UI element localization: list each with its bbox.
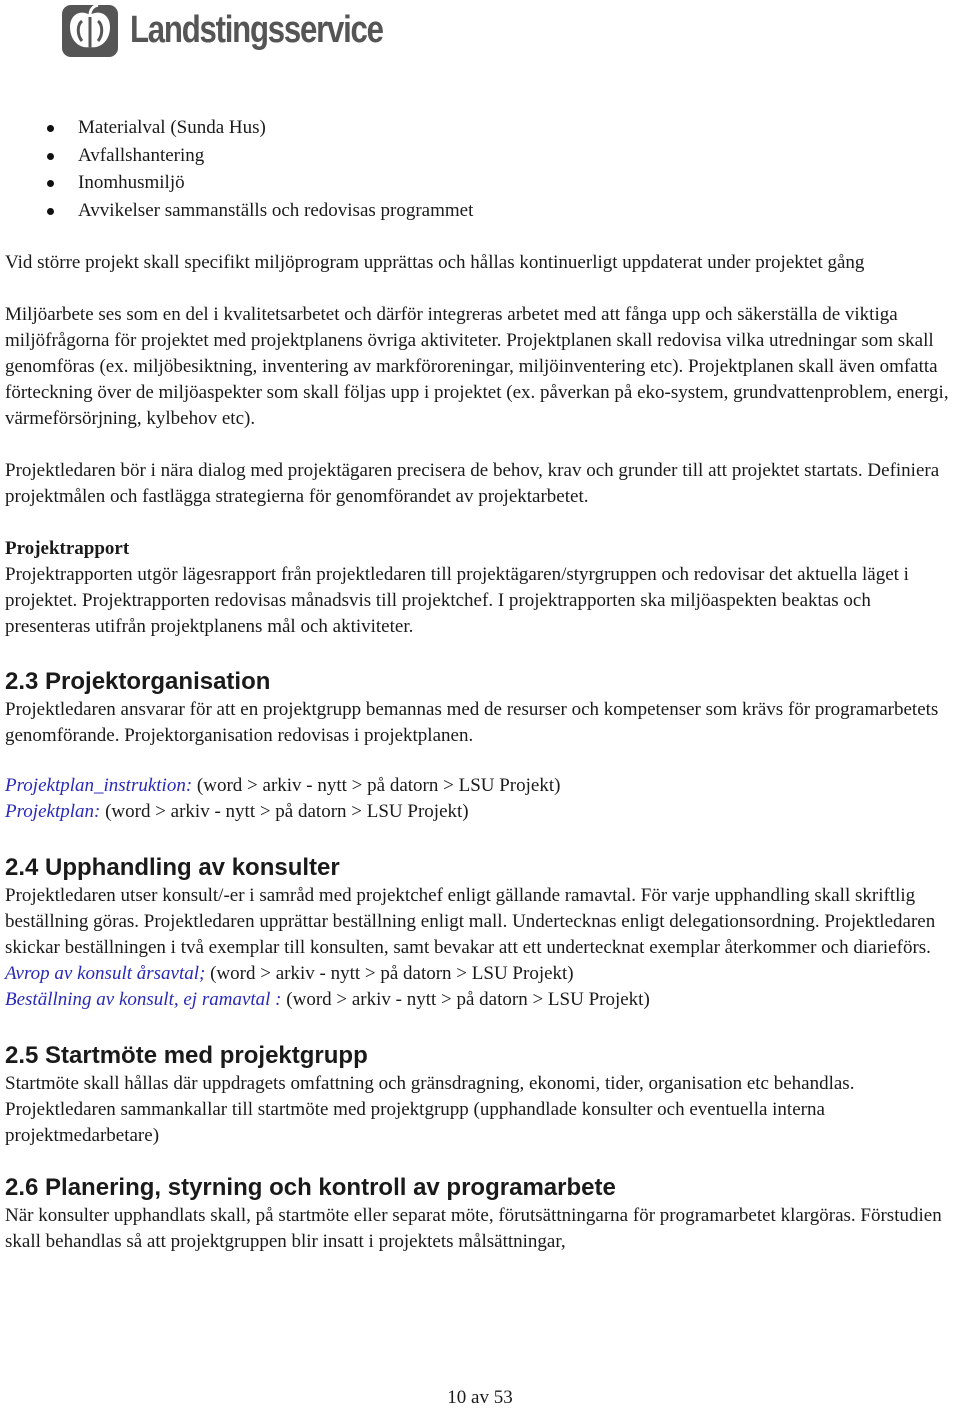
section-2-6-text: När konsulter upphandlats skall, på startmöte eller separat möte, förutsättningarna för programarbetet klargöras. Förstudien skall behandlas så att projektgruppen blir insatt i projektets målsättningar, bbox=[5, 1205, 942, 1252]
bullet-list bbox=[5, 114, 957, 224]
bestallning-konsult-link[interactable]: Beställning av konsult, ej ramavtal : bbox=[5, 989, 282, 1010]
template-path: (word > arkiv - nytt > på datorn > LSU Projekt) bbox=[210, 963, 574, 984]
projektrapport-text: Projektrapporten utgör lägesrapport från projektledaren till projektägaren/styrgruppen och redovisar det aktuella läget i projektet. Projektrapporten redovisas månadsvis till projektchef. I projektrapporten ska miljöaspekten beaktas och presenteras utifrån projektplanens mål och aktiviteter. bbox=[5, 564, 909, 637]
landstingsservice-logo-icon bbox=[60, 1, 120, 59]
template-reference bbox=[5, 799, 957, 825]
list-item: Materialval (Sunda Hus) bbox=[5, 114, 957, 142]
section-heading-2-5: 2.5 Startmöte med projektgrupp bbox=[5, 1042, 368, 1069]
template-path: (word > arkiv - nytt > på datorn > LSU Projekt) bbox=[196, 775, 561, 796]
projektplan-instruktion-link[interactable]: Projektplan_instruktion: bbox=[5, 775, 193, 796]
projektrapport-heading: Projektrapport bbox=[5, 538, 130, 559]
section-heading-2-3: 2.3 Projektorganisation bbox=[5, 668, 271, 695]
section-2-4-text: Projektledaren utser konsult/-er i samråd med projektchef enligt gällande ramavtal. För varje upphandling skall skriftlig beställning göras. Projektledaren upprättar beställning enligt mall. Undertecknas enligt delegationsordning. Projektledaren skickar beställningen i två exemplar till konsulten, samt bevakar att ett undertecknat exemplar återkommer och diarieförs. bbox=[5, 885, 936, 958]
list-item: Avvikelser sammanställs och redovisas programmet bbox=[5, 197, 957, 225]
section-heading-2-4: 2.4 Upphandling av konsulter bbox=[5, 854, 340, 881]
template-reference bbox=[5, 961, 957, 987]
list-item: Inomhusmiljö bbox=[5, 169, 957, 197]
section-2-3-text: Projektledaren ansvarar för att en projektgrupp bemannas med de resurser och kompetenser som krävs för programarbetets genomförande. Projektorganisation redovisas i projektplanen. bbox=[5, 699, 939, 746]
template-path: (word > arkiv - nytt > på datorn > LSU Projekt) bbox=[286, 989, 650, 1010]
projektplan-link[interactable]: Projektplan: bbox=[5, 801, 101, 822]
avrop-konsult-link[interactable]: Avrop av konsult årsavtal; bbox=[5, 963, 206, 984]
paragraph-projektledaren: Projektledaren bör i nära dialog med projektägaren precisera de behov, krav och grunder till att projektet startats. Definiera projektmålen och fastlägga strategierna för genomförandet av projektarbetet. bbox=[5, 460, 940, 507]
template-reference bbox=[5, 773, 957, 799]
brand-name: Landstingsservice bbox=[130, 9, 383, 51]
template-path: (word > arkiv - nytt > på datorn > LSU Projekt) bbox=[105, 801, 469, 822]
list-item: Avfallshantering bbox=[5, 142, 957, 170]
template-reference bbox=[5, 987, 957, 1013]
document-body bbox=[5, 114, 957, 1255]
section-2-5-text: Startmöte skall hållas där uppdragets omfattning och gränsdragning, ekonomi, tider, organisation etc behandlas. Projektledaren sammankallar till startmöte med projektgrupp (upphandlade konsulter och eventuella interna projektmedarbetare) bbox=[5, 1073, 855, 1146]
page-number: 10 av 53 bbox=[447, 1387, 513, 1408]
header-logo bbox=[60, 0, 438, 60]
section-heading-2-6: 2.6 Planering, styrning och kontroll av programarbete bbox=[5, 1174, 616, 1201]
paragraph-miljoprogram: Vid större projekt skall specifikt miljöprogram upprättas och hållas kontinuerligt uppdaterat under projektet gång bbox=[5, 252, 865, 273]
paragraph-miljoarbete: Miljöarbete ses som en del i kvalitetsarbetet och därför integreras arbetet med att fånga upp och säkerställa de viktiga miljöfrågorna för projektet med projektplanens övriga aktiviteter. Projektplanen skall redovisa vilka utredningar som skall genomföras (ex. miljöbesiktning, inventering av markföroreningar, miljöinventering etc). Projektplanen skall även omfatta förteckning över de miljöaspekter som skall följas upp i projektet (ex. påverkan på eko-system, grundvattenproblem, energi, värmeförsörjning, kylbehov etc). bbox=[5, 304, 949, 429]
